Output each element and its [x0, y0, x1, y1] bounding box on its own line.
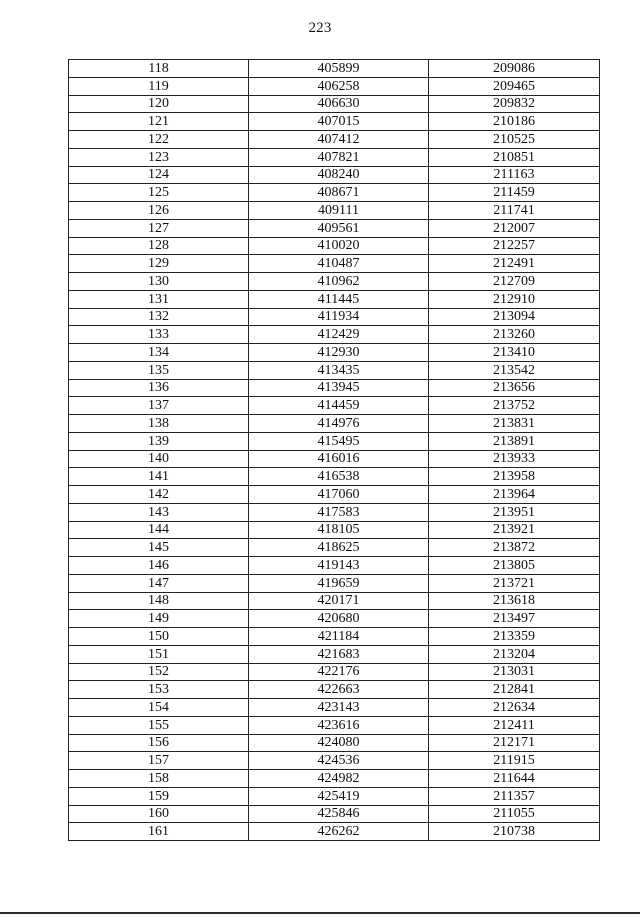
row-index-cell: 130 [69, 273, 249, 291]
table-row [69, 716, 600, 734]
row-index-cell: 122 [69, 131, 249, 149]
value-a-cell: 408240 [249, 166, 429, 184]
value-a-cell: 407412 [249, 131, 429, 149]
value-b-cell: 212491 [429, 255, 600, 273]
value-b-cell: 212257 [429, 237, 600, 255]
table-row [69, 237, 600, 255]
table-row [69, 752, 600, 770]
table-body [69, 60, 600, 841]
table-row [69, 219, 600, 237]
value-a-cell: 423616 [249, 716, 429, 734]
value-a-cell: 425846 [249, 805, 429, 823]
value-a-cell: 405899 [249, 60, 429, 78]
table-row [69, 379, 600, 397]
table-row [69, 184, 600, 202]
value-a-cell: 424536 [249, 752, 429, 770]
table-row [69, 361, 600, 379]
value-b-cell: 213721 [429, 574, 600, 592]
row-index-cell: 129 [69, 255, 249, 273]
row-index-cell: 133 [69, 326, 249, 344]
value-b-cell: 213497 [429, 610, 600, 628]
value-b-cell: 211915 [429, 752, 600, 770]
row-index-cell: 149 [69, 610, 249, 628]
value-a-cell: 421184 [249, 628, 429, 646]
value-a-cell: 411445 [249, 290, 429, 308]
value-a-cell: 420171 [249, 592, 429, 610]
table-row [69, 628, 600, 646]
value-b-cell: 212910 [429, 290, 600, 308]
value-b-cell: 213891 [429, 432, 600, 450]
table-row [69, 344, 600, 362]
value-b-cell: 210738 [429, 823, 600, 841]
value-a-cell: 426262 [249, 823, 429, 841]
table-row [69, 681, 600, 699]
value-a-cell: 412429 [249, 326, 429, 344]
value-b-cell: 213831 [429, 415, 600, 433]
row-index-cell: 138 [69, 415, 249, 433]
row-index-cell: 118 [69, 60, 249, 78]
value-b-cell: 209832 [429, 95, 600, 113]
table-row [69, 592, 600, 610]
value-b-cell: 212841 [429, 681, 600, 699]
table-row [69, 60, 600, 78]
row-index-cell: 126 [69, 202, 249, 220]
value-a-cell: 413435 [249, 361, 429, 379]
table-row [69, 823, 600, 841]
value-b-cell: 213951 [429, 503, 600, 521]
value-b-cell: 213359 [429, 628, 600, 646]
value-a-cell: 410962 [249, 273, 429, 291]
value-a-cell: 416016 [249, 450, 429, 468]
value-a-cell: 419659 [249, 574, 429, 592]
table-row [69, 326, 600, 344]
value-a-cell: 422663 [249, 681, 429, 699]
value-b-cell: 211357 [429, 787, 600, 805]
value-a-cell: 415495 [249, 432, 429, 450]
table-row [69, 574, 600, 592]
row-index-cell: 146 [69, 557, 249, 575]
row-index-cell: 140 [69, 450, 249, 468]
value-b-cell: 213542 [429, 361, 600, 379]
value-a-cell: 424080 [249, 734, 429, 752]
table-row [69, 539, 600, 557]
row-index-cell: 137 [69, 397, 249, 415]
value-b-cell: 209086 [429, 60, 600, 78]
value-a-cell: 408671 [249, 184, 429, 202]
value-b-cell: 213260 [429, 326, 600, 344]
table-row [69, 131, 600, 149]
table-row [69, 610, 600, 628]
value-a-cell: 412930 [249, 344, 429, 362]
value-a-cell: 425419 [249, 787, 429, 805]
value-b-cell: 211459 [429, 184, 600, 202]
table-row [69, 255, 600, 273]
table-row [69, 770, 600, 788]
value-b-cell: 213964 [429, 486, 600, 504]
row-index-cell: 151 [69, 645, 249, 663]
value-a-cell: 409561 [249, 219, 429, 237]
table-row [69, 290, 600, 308]
row-index-cell: 159 [69, 787, 249, 805]
table-row [69, 166, 600, 184]
value-b-cell: 213958 [429, 468, 600, 486]
row-index-cell: 139 [69, 432, 249, 450]
value-a-cell: 406258 [249, 77, 429, 95]
value-a-cell: 418105 [249, 521, 429, 539]
table-row [69, 148, 600, 166]
value-a-cell: 418625 [249, 539, 429, 557]
table-row [69, 468, 600, 486]
value-a-cell: 421683 [249, 645, 429, 663]
table-row [69, 77, 600, 95]
table-row [69, 645, 600, 663]
row-index-cell: 157 [69, 752, 249, 770]
value-a-cell: 414459 [249, 397, 429, 415]
row-index-cell: 147 [69, 574, 249, 592]
row-index-cell: 135 [69, 361, 249, 379]
row-index-cell: 131 [69, 290, 249, 308]
value-b-cell: 213618 [429, 592, 600, 610]
table-row [69, 699, 600, 717]
table-row [69, 95, 600, 113]
row-index-cell: 124 [69, 166, 249, 184]
table-row [69, 787, 600, 805]
value-a-cell: 407821 [249, 148, 429, 166]
value-b-cell: 213410 [429, 344, 600, 362]
value-a-cell: 417583 [249, 503, 429, 521]
table-row [69, 805, 600, 823]
row-index-cell: 125 [69, 184, 249, 202]
value-a-cell: 410020 [249, 237, 429, 255]
value-b-cell: 212709 [429, 273, 600, 291]
row-index-cell: 127 [69, 219, 249, 237]
value-a-cell: 407015 [249, 113, 429, 131]
value-a-cell: 417060 [249, 486, 429, 504]
value-b-cell: 213204 [429, 645, 600, 663]
row-index-cell: 148 [69, 592, 249, 610]
value-b-cell: 213031 [429, 663, 600, 681]
table-row [69, 663, 600, 681]
value-b-cell: 211055 [429, 805, 600, 823]
table-row [69, 273, 600, 291]
value-a-cell: 414976 [249, 415, 429, 433]
value-b-cell: 212171 [429, 734, 600, 752]
value-b-cell: 212634 [429, 699, 600, 717]
value-a-cell: 410487 [249, 255, 429, 273]
value-b-cell: 211644 [429, 770, 600, 788]
value-a-cell: 423143 [249, 699, 429, 717]
page-bottom-edge [0, 912, 640, 914]
page-number: 223 [308, 20, 332, 36]
row-index-cell: 153 [69, 681, 249, 699]
table-row [69, 113, 600, 131]
row-index-cell: 134 [69, 344, 249, 362]
row-index-cell: 158 [69, 770, 249, 788]
value-b-cell: 210525 [429, 131, 600, 149]
row-index-cell: 142 [69, 486, 249, 504]
table-row [69, 432, 600, 450]
table-row [69, 202, 600, 220]
value-a-cell: 411934 [249, 308, 429, 326]
table-row [69, 503, 600, 521]
row-index-cell: 155 [69, 716, 249, 734]
value-b-cell: 212411 [429, 716, 600, 734]
row-index-cell: 161 [69, 823, 249, 841]
row-index-cell: 119 [69, 77, 249, 95]
row-index-cell: 136 [69, 379, 249, 397]
row-index-cell: 160 [69, 805, 249, 823]
table-row [69, 521, 600, 539]
table-row [69, 308, 600, 326]
row-index-cell: 123 [69, 148, 249, 166]
row-index-cell: 150 [69, 628, 249, 646]
value-b-cell: 211741 [429, 202, 600, 220]
row-index-cell: 144 [69, 521, 249, 539]
value-b-cell: 213805 [429, 557, 600, 575]
table-row [69, 557, 600, 575]
data-table [68, 59, 600, 841]
value-b-cell: 213872 [429, 539, 600, 557]
table-row [69, 486, 600, 504]
value-a-cell: 409111 [249, 202, 429, 220]
value-b-cell: 213752 [429, 397, 600, 415]
value-b-cell: 211163 [429, 166, 600, 184]
row-index-cell: 156 [69, 734, 249, 752]
value-a-cell: 413945 [249, 379, 429, 397]
value-b-cell: 212007 [429, 219, 600, 237]
row-index-cell: 145 [69, 539, 249, 557]
value-a-cell: 420680 [249, 610, 429, 628]
value-a-cell: 419143 [249, 557, 429, 575]
row-index-cell: 143 [69, 503, 249, 521]
value-a-cell: 422176 [249, 663, 429, 681]
row-index-cell: 154 [69, 699, 249, 717]
row-index-cell: 121 [69, 113, 249, 131]
value-b-cell: 210186 [429, 113, 600, 131]
row-index-cell: 132 [69, 308, 249, 326]
row-index-cell: 152 [69, 663, 249, 681]
value-b-cell: 213921 [429, 521, 600, 539]
value-b-cell: 213933 [429, 450, 600, 468]
value-b-cell: 209465 [429, 77, 600, 95]
value-a-cell: 416538 [249, 468, 429, 486]
table-row [69, 397, 600, 415]
value-a-cell: 406630 [249, 95, 429, 113]
row-index-cell: 120 [69, 95, 249, 113]
value-b-cell: 213656 [429, 379, 600, 397]
row-index-cell: 128 [69, 237, 249, 255]
value-b-cell: 210851 [429, 148, 600, 166]
value-a-cell: 424982 [249, 770, 429, 788]
table-row [69, 415, 600, 433]
row-index-cell: 141 [69, 468, 249, 486]
table-row [69, 734, 600, 752]
value-b-cell: 213094 [429, 308, 600, 326]
table-row [69, 450, 600, 468]
